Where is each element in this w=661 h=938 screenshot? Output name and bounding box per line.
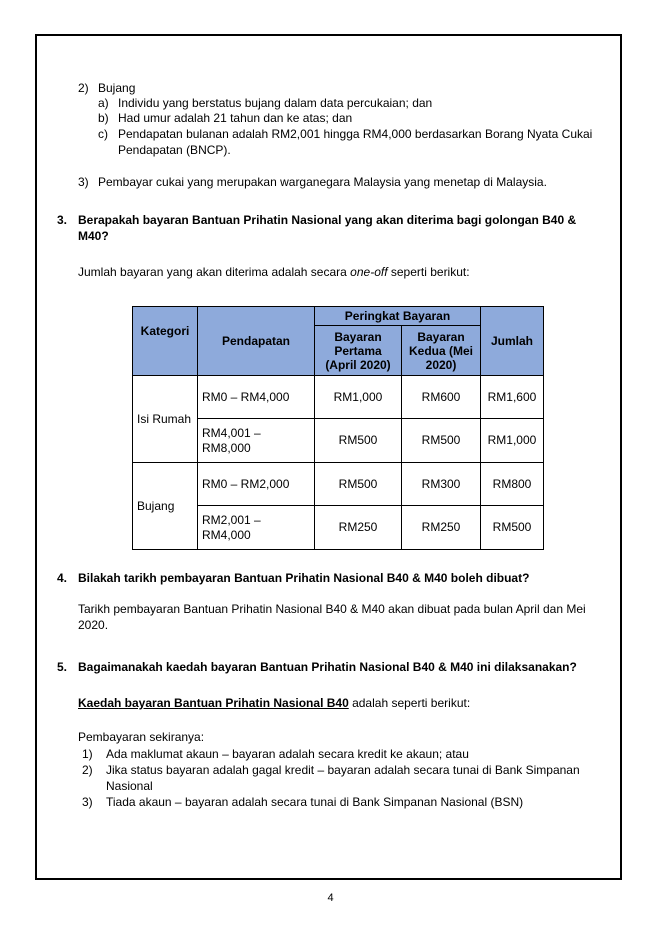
answer-text-part: Jumlah bayaran yang akan diterima adalah secara [78,265,351,279]
header-bayaran-pertama: Bayaran Pertama (April 2020) [315,326,402,376]
question-title: Bagaimanakah kaedah bayaran Bantuan Prihatin Nasional B40 & M40 ini dilaksanakan? [78,660,577,674]
list-item-text: Jika status bayaran adalah gagal kredit – bayaran adalah secara tunai di Bank Simpanan [106,763,580,777]
cell-kategori: Bujang [133,463,198,550]
sublist-text-cont: Pendapatan (BNCP). [118,143,231,157]
list-number: 3) [82,795,93,809]
list-item-text-cont: Nasional [106,779,153,793]
header-pendapatan: Pendapatan [198,307,315,376]
cell-bayaran-kedua: RM600 [402,376,481,419]
cell-jumlah: RM1,000 [481,419,544,463]
question-number: 3. [57,213,68,227]
list-number: 3) [78,175,89,189]
list-number: 2) [78,81,89,95]
list-item-text: Pembayar cukai yang merupakan warganegara Malaysia yang menetap di Malaysia. [98,175,547,189]
cell-pendapatan: RM2,001 – RM4,000 [198,506,315,550]
cell-pendapatan: RM4,001 – RM8,000 [198,419,315,463]
sublist-label: c) [98,127,108,141]
cell-jumlah: RM500 [481,506,544,550]
question-number: 5. [57,660,68,674]
payment-table [132,306,544,550]
header-jumlah: Jumlah [481,307,544,376]
answer-text-part: seperti berikut: [387,265,470,279]
list-number: 2) [82,763,93,777]
question-number: 4. [57,571,68,585]
sublist-text: Pendapatan bulanan adalah RM2,001 hingga RM4,000 berdasarkan Borang Nyata Cukai [118,127,593,141]
cell-bayaran-pertama: RM1,000 [315,376,402,419]
cell-jumlah: RM1,600 [481,376,544,419]
subheading-underlined: Kaedah bayaran Bantuan Prihatin Nasional B40 [78,696,349,710]
table-row [133,463,544,506]
answer-text: Tarikh pembayaran Bantuan Prihatin Nasional B40 & M40 akan dibuat pada bulan April dan Mei [78,602,586,616]
answer-emphasis: one-off [350,265,388,279]
list-item-text: Tiada akaun – bayaran adalah secara tunai di Bank Simpanan Nasional (BSN) [106,795,524,809]
question-title-cont: M40? [78,229,109,243]
header-bayaran-kedua: Bayaran Kedua (Mei 2020) [402,326,481,376]
answer-text-cont: 2020. [78,618,109,632]
sublist-text: Had umur adalah 21 tahun dan ke atas; dan [118,111,353,125]
answer-text [78,265,470,280]
cell-bayaran-kedua: RM500 [402,419,481,463]
list-number: 1) [82,747,93,761]
question-title: Berapakah bayaran Bantuan Prihatin Nasional yang akan diterima bagi golongan B40 & [78,213,577,227]
question-title: Bilakah tarikh pembayaran Bantuan Prihatin Nasional B40 & M40 boleh dibuat? [78,571,530,585]
cell-kategori: Isi Rumah [133,376,198,463]
page-number: 4 [327,892,334,904]
cell-bayaran-kedua: RM250 [402,506,481,550]
subheading-rest: adalah seperti berikut: [348,696,471,710]
sublist-label: a) [98,96,109,110]
payment-intro: Pembayaran sekiranya: [78,730,205,744]
cell-bayaran-pertama: RM250 [315,506,402,550]
cell-bayaran-kedua: RM300 [402,463,481,506]
cell-pendapatan: RM0 – RM4,000 [198,376,315,419]
sublist-text: Individu yang berstatus bujang dalam data percukaian; dan [118,96,433,110]
table-row [133,376,544,419]
list-item-title: Bujang [98,81,136,95]
subheading [78,696,470,711]
sublist-label: b) [98,111,109,125]
header-peringkat-bayaran: Peringkat Bayaran [315,307,481,326]
cell-bayaran-pertama: RM500 [315,419,402,463]
cell-pendapatan: RM0 – RM2,000 [198,463,315,506]
cell-bayaran-pertama: RM500 [315,463,402,506]
header-kategori: Kategori [133,307,198,376]
list-item-text: Ada maklumat akaun – bayaran adalah secara kredit ke akaun; atau [106,747,469,761]
cell-jumlah: RM800 [481,463,544,506]
